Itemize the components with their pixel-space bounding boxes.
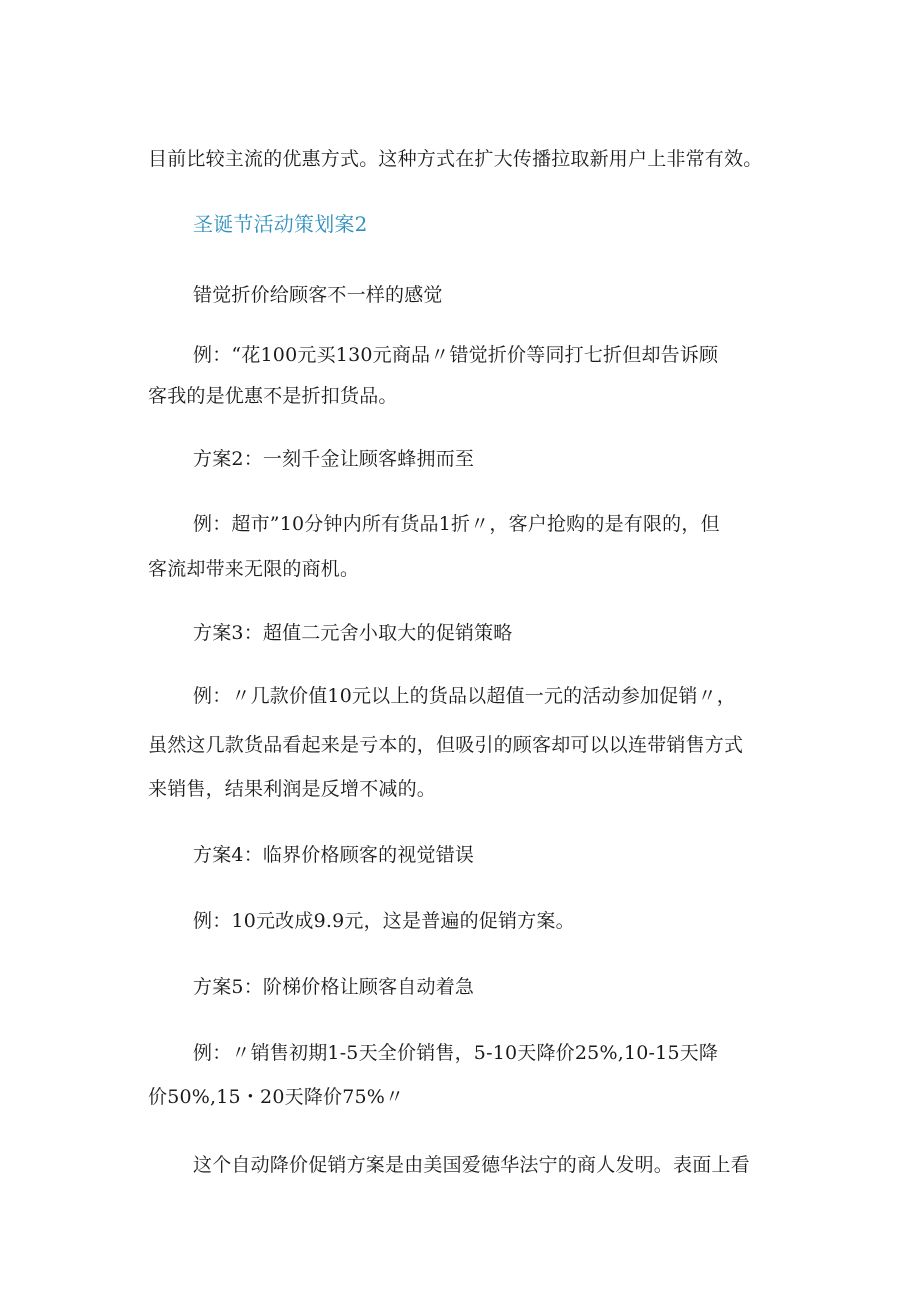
paragraph-line: 来销售，结果利润是反增不减的。 [148,778,437,800]
paragraph-line: 例：超市”10分钟内所有货品1折〃，客户抢购的是有限的，但 [193,513,720,535]
section-heading: 圣诞节活动策划案2 [193,212,368,236]
paragraph-line: 方案3：超值二元舍小取大的促销策略 [193,622,513,644]
paragraph-line: 客我的是优惠不是折扣货品。 [148,385,398,407]
paragraph-line: 虽然这几款货品看起来是亏本的，但吸引的顾客却可以以连带销售方式 [148,734,744,756]
paragraph-line: 价50%,15・20天降价75%〃 [148,1086,405,1108]
paragraph-line: 错觉折价给顾客不一样的感觉 [193,284,443,306]
paragraph-line: 方案2：一刻千金让顾客蜂拥而至 [193,448,475,470]
paragraph-line: 例：〃销售初期1-5天全价销售，5-10天降价25%,10-15天降 [193,1042,719,1064]
paragraph-line: 这个自动降价促销方案是由美国爱德华法宁的商人发明。表面上看 [193,1154,750,1176]
paragraph-line: 例：〃几款价值10元以上的货品以超值一元的活动参加促销〃， [193,685,736,707]
paragraph-line: 例：“花100元买130元商品〃错觉折价等同打七折但却告诉顾 [193,344,719,366]
paragraph-line: 方案4：临界价格顾客的视觉错误 [193,844,475,866]
paragraph-line: 客流却带来无限的商机。 [148,558,360,580]
paragraph-line: 目前比较主流的优惠方式。这种方式在扩大传播拉取新用户上非常有效。 [148,148,763,170]
paragraph-line: 方案5：阶梯价格让顾客自动着急 [193,976,475,998]
paragraph-line: 例：10元改成9.9元，这是普遍的促销方案。 [193,910,575,932]
